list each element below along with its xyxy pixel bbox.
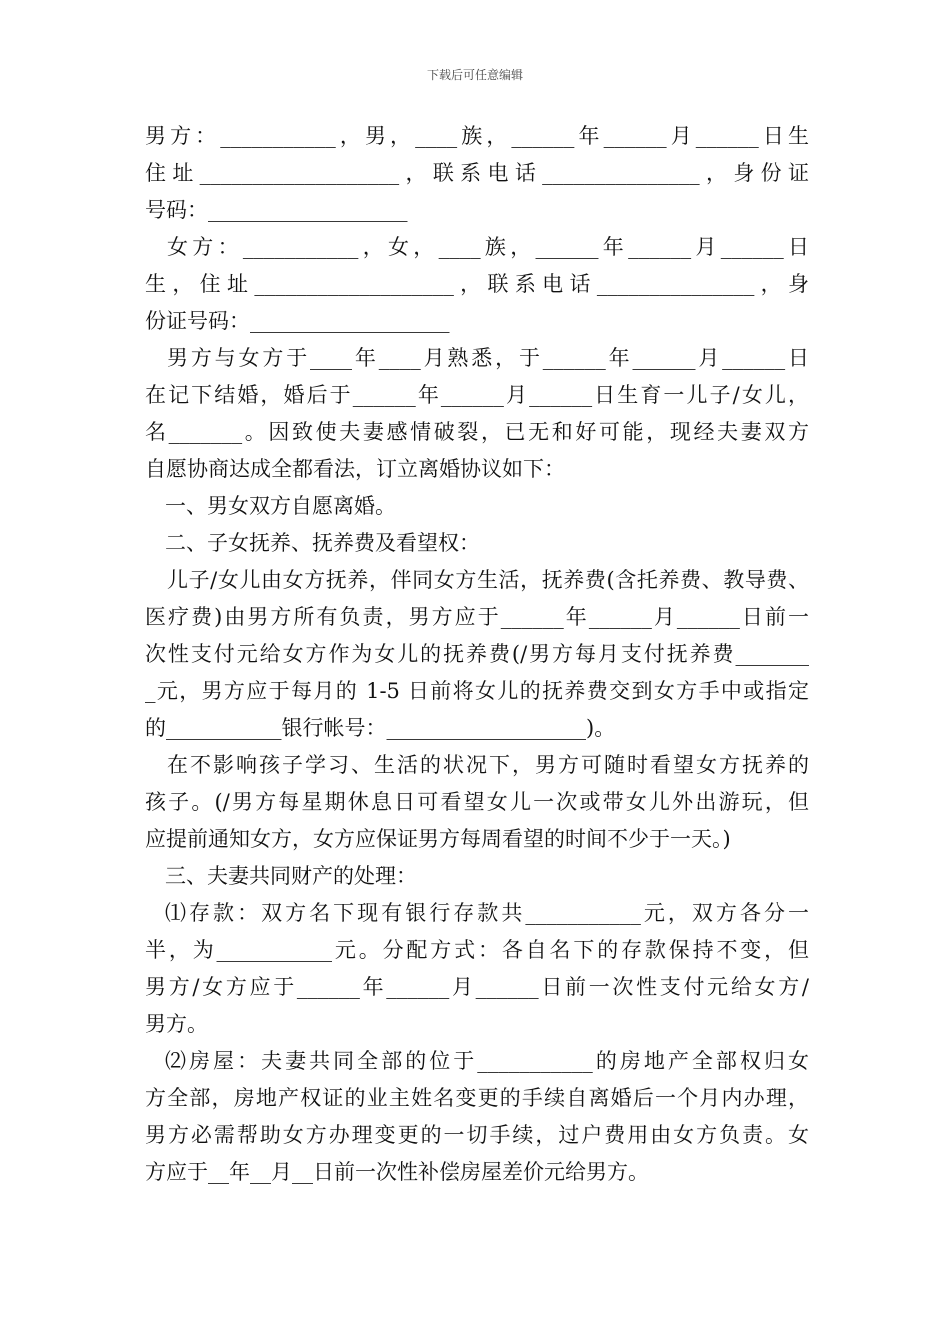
text-line: 男方必需帮助女方办理变更的一切手续，过户费用由女方负责。女 <box>145 1123 809 1147</box>
text-line: 在记下结婚，婚后于______年______月______日生育一儿子/女儿， <box>145 383 809 407</box>
text-line: 次性支付元给女方作为女儿的抚养费(/男方每月支付抚养费_______ <box>145 642 809 666</box>
text-line: 一、男女双方自愿离婚。 <box>165 494 396 518</box>
document-body <box>145 118 809 1191</box>
text-line: 份证号码：___________________ <box>145 309 450 333</box>
text-line: 自愿协商达成全都看法，订立离婚协议如下： <box>145 457 565 481</box>
text-line: 男方：___________，男，____族，______年______月______日生 <box>145 124 809 148</box>
text-line: _元，男方应于每月的 1-5 日前将女儿的抚养费交到女方手中或指定 <box>145 679 809 703</box>
text-line: 男方与女方于____年____月熟悉，于______年______月______日 <box>167 346 809 370</box>
text-line: 孩子。(/男方每星期休息日可看望女儿一次或带女儿外出游玩，但 <box>145 790 809 814</box>
text-line: 半，为___________元。分配方式：各自名下的存款保持不变，但 <box>145 938 809 962</box>
text-line: ⑵房屋：夫妻共同全部的位于___________的房地产全部权归女 <box>165 1049 809 1073</box>
text-line: 在不影响孩子学习、生活的状况下，男方可随时看望女方抚养的 <box>167 753 809 777</box>
page-header: 下载后可任意编辑 <box>426 68 523 82</box>
text-line: 住址___________________，联系电话_______________，身份证 <box>145 161 809 185</box>
text-line: 医疗费)由男方所有负责，男方应于______年______月______日前一 <box>145 605 809 629</box>
text-line: 生，住址___________________，联系电话_______________，身 <box>145 272 809 296</box>
text-line: 号码：___________________ <box>145 198 408 222</box>
text-line: 的___________银行帐号：___________________)。 <box>145 716 616 740</box>
text-line: 方应于__年__月__日前一次性补偿房屋差价元给男方。 <box>145 1160 649 1184</box>
text-line: 女方：___________，女，____族，______年______月______日 <box>167 235 809 259</box>
text-line: 儿子/女儿由女方抚养，伴同女方生活，抚养费(含托养费、教导费、 <box>167 568 809 592</box>
text-line: 方全部，房地产权证的业主姓名变更的手续自离婚后一个月内办理， <box>145 1086 809 1110</box>
text-line: ⑴存款：双方名下现有银行存款共___________元，双方各分一 <box>165 901 809 925</box>
text-line: 男方/女方应于______年______月______日前一次性支付元给女方/ <box>145 975 809 999</box>
text-line: 二、子女抚养、抚养费及看望权： <box>165 531 480 555</box>
text-line: 男方。 <box>145 1012 208 1036</box>
text-line: 三、夫妻共同财产的处理： <box>165 864 417 888</box>
text-line: 应提前通知女方，女方应保证男方每周看望的时间不少于一天。) <box>145 827 731 851</box>
text-line: 名_______。因致使夫妻感情破裂，已无和好可能，现经夫妻双方 <box>145 420 809 444</box>
